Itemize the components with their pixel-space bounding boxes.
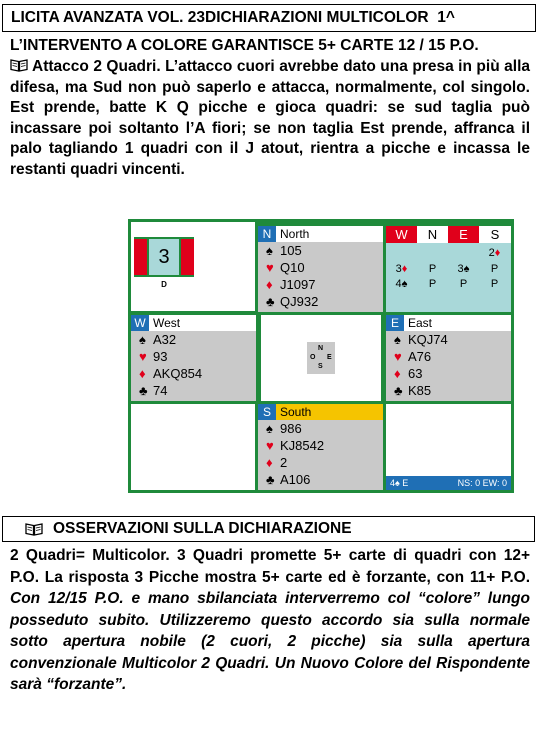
west-name: West [153,316,181,330]
east-diamonds: 63 [408,366,423,381]
heart-icon: ♥ [266,260,274,275]
spade-icon: ♠ [394,332,401,347]
intro-text: Attacco 2 Quadri. L’attacco cuori avrebbe dato una presa in più alla difesa, ma Sud non può saperlo e attacca, normalmente, col singolo. Est prende, batte K Q picche e gioca quadri: se sud taglia può incassare poi soltanto l’A fiori; se non taglia Est prende, affranca il palo tagliando 1 quadri con il J atout, rientra a picche e incassa le restanti quadri vincenti. [10,58,530,178]
spade-icon: ♠ [139,332,146,347]
contract: 4♠ E [390,478,409,488]
club-icon: ♣ [394,383,403,398]
north-seat: N [258,226,276,242]
book-icon [25,523,43,536]
spade-icon: ♠ [266,421,273,436]
heart-icon: ♥ [266,438,274,453]
compass-icon: N O E S [307,342,335,374]
bid-cell: P [459,278,468,290]
contract-bar [386,476,511,490]
north-spades: 105 [280,243,302,258]
auction-header-w: W [386,226,417,243]
north-hearts: Q10 [280,260,305,275]
north-diamonds: J1097 [280,277,316,292]
east-seat: E [386,315,404,331]
dealer-marker: D [151,279,177,291]
west-seat: W [131,315,149,331]
empty-cell [131,404,255,490]
south-diamonds: 2 [280,455,288,470]
diamond-icon: ♦ [266,455,273,470]
west-hearts: 93 [153,349,168,364]
bid-cell: P [490,263,499,275]
board-number-cell [131,222,255,311]
east-hearts: A76 [408,349,432,364]
south-spades: 986 [280,421,302,436]
bid-cell: 3♦ [395,263,408,275]
vulnerability-score: NS: 0 EW: 0 [457,478,507,488]
page-header [2,4,536,32]
bid-cell: 4♠ [395,278,408,290]
north-hand [258,226,383,312]
auction-header-e: E [448,226,479,243]
south-clubs: A106 [280,472,311,487]
bid-cell: P [428,263,437,275]
board-number: 3 [149,239,179,275]
book-icon [10,59,28,72]
header-left: LICITA AVANZATA VOL. 23 [11,9,206,26]
section-header [2,516,535,542]
bid-cell: P [428,278,437,290]
observations-paragraph [10,545,530,696]
section-title: OSSERVAZIONI SULLA DICHIARAZIONE [53,520,352,537]
club-icon: ♣ [266,472,275,487]
east-spades: KQJ74 [408,332,448,347]
south-hand [258,404,383,490]
north-name: North [280,227,310,241]
south-name: South [280,405,312,419]
club-icon: ♣ [139,383,148,398]
south-seat: S [258,404,276,420]
diamond-icon: ♦ [394,366,401,381]
diamond-icon: ♦ [266,277,273,292]
diamond-icon: ♦ [139,366,146,381]
auction-header-s: S [479,226,511,243]
auction-header-n: N [417,226,448,243]
observations-text: 2 Quadri= Multicolor. 3 Quadri promette 5+ carte di quadri con 12+ P.O. La risposta 3 Picche mostra 5+ carte ed è forzante, con 11+ P.O. [10,547,530,586]
club-icon: ♣ [266,294,275,309]
bridge-board [128,219,514,493]
bid-cell: 2♦ [488,247,501,259]
observations-italic-text: Con 12/15 P.O. e mano sbilanciata interverremo col “colore” lungo posseduto subito. Utilizzeremo questo accordo sia sulla normale sotto apertura nobile (2 cuori, 2 picche) sia sulla apertura convenzionale Multicolor 2 Quadri. Un Nuovo Colore del Rispondente sarà “forzante”. [10,590,530,693]
south-hearts: KJ8542 [280,438,325,453]
heart-icon: ♥ [139,349,147,364]
subtitle: L’INTERVENTO A COLORE GARANTISCE 5+ CARTE 12 / 15 P.O. [10,37,479,54]
east-name: East [408,316,433,330]
heart-icon: ♥ [394,349,402,364]
east-hand [386,315,511,401]
east-clubs: K85 [408,383,432,398]
contract-cell [386,404,511,490]
west-spades: A32 [153,332,177,347]
west-clubs: 74 [153,383,168,398]
west-diamonds: AKQ854 [153,366,203,381]
spade-icon: ♠ [266,243,273,258]
intro-paragraph [10,57,530,180]
header-right: DICHIARAZIONI MULTICOLOR 1^ [205,9,455,26]
board-number-box [134,237,194,277]
bid-cell: P [490,278,499,290]
bid-cell: 3♠ [457,263,470,275]
table-center [261,315,381,401]
west-hand [131,315,256,401]
north-clubs: QJ932 [280,294,319,309]
auction-box [386,226,511,312]
